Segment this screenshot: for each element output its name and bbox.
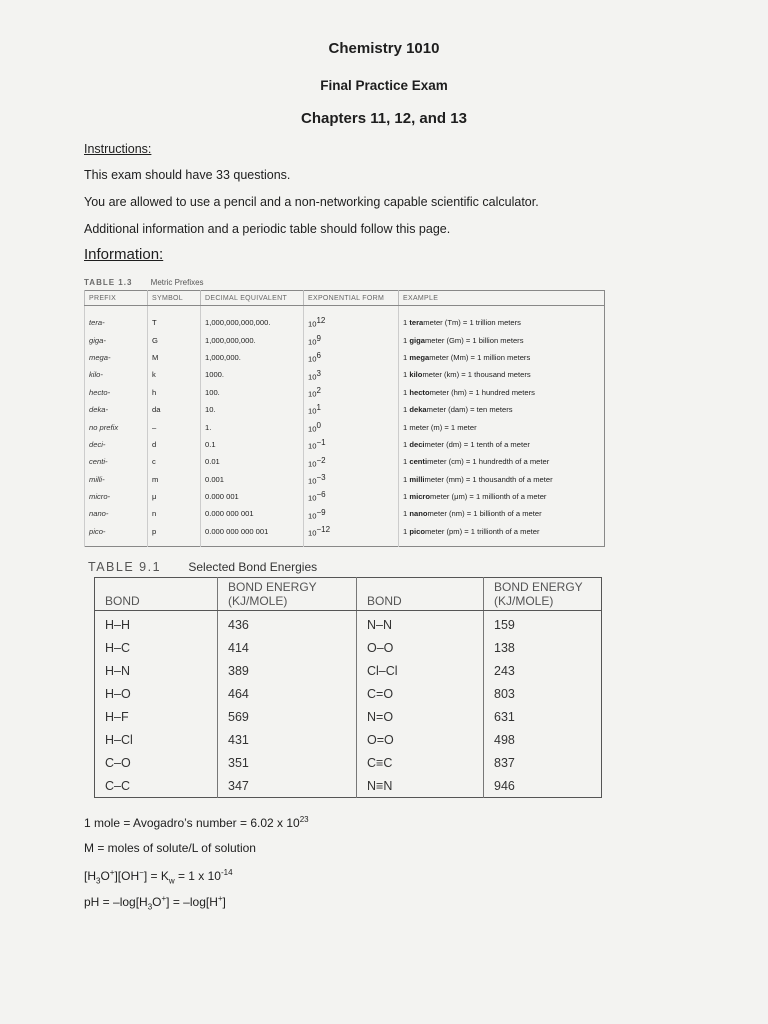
formula-text: O: [152, 895, 162, 909]
table-row: [95, 728, 602, 751]
bond-energy-cell: 347: [218, 774, 357, 798]
bond-energies-table: [94, 577, 602, 798]
prefix-cell: no prefix: [85, 418, 148, 435]
example-cell: [399, 488, 605, 505]
metric-prefixes-table: [84, 290, 605, 547]
symbol-cell: n: [148, 505, 201, 522]
water-ionization-formula: [84, 868, 233, 885]
exponent-value: −3: [316, 472, 326, 482]
formula-text: pH = –log[H: [84, 895, 148, 909]
bond-cell: C–C: [105, 778, 131, 793]
exponential-cell: [304, 306, 399, 332]
exponential-cell: [304, 523, 399, 547]
example-text: 1: [403, 370, 410, 380]
exponent-value: −2: [316, 455, 326, 465]
bond-energy-cell: 431: [218, 728, 357, 751]
example-text: 1: [403, 526, 410, 536]
formula-text: ] = K: [143, 869, 169, 883]
table-label: TABLE 9.1: [88, 560, 162, 574]
table-row: [95, 611, 602, 637]
symbol-cell: m: [148, 471, 201, 488]
column-header-line: (KJ/MOLE): [494, 594, 554, 608]
formula-text: ][OH: [114, 869, 140, 883]
bond-cell: C≡C: [357, 751, 484, 774]
exponent-base: 10: [308, 528, 317, 538]
example-prefix: nano: [409, 509, 428, 519]
bond-cell: H–C: [105, 640, 131, 655]
example-text: meter (Tm) = 1 trillion meters: [423, 318, 521, 328]
table-row: [85, 349, 605, 366]
column-header: DECIMAL EQUIVALENT: [201, 291, 304, 306]
table-row: [85, 453, 605, 470]
example-text: meter (μm) = 1 millionth of a meter: [430, 492, 547, 502]
document-title: Chemistry 1010: [328, 40, 440, 57]
symbol-cell: d: [148, 436, 201, 453]
prefix-cell: centi-: [85, 453, 148, 470]
exponent-base: 10: [308, 406, 317, 416]
column-header: BOND: [95, 578, 218, 611]
prefix-cell: mega-: [85, 349, 148, 366]
decimal-cell: 1,000,000.: [201, 349, 304, 366]
column-header: BOND: [357, 578, 484, 611]
table-row: [95, 751, 602, 774]
exponential-cell: [304, 505, 399, 522]
exponent-value: 0: [316, 420, 321, 430]
exponent-value: −1: [316, 438, 326, 448]
exponential-cell: [304, 418, 399, 435]
table-row: [95, 659, 602, 682]
prefix-cell: giga-: [85, 331, 148, 348]
example-text: 1: [403, 405, 410, 415]
decimal-cell: 1.: [201, 418, 304, 435]
symbol-cell: k: [148, 366, 201, 383]
prefix-cell: micro-: [85, 488, 148, 505]
example-text: meter (Gm) = 1 billion meters: [424, 335, 524, 345]
example-prefix: hecto: [409, 387, 430, 397]
symbol-cell: h: [148, 384, 201, 401]
bond-energy-cell: 138: [484, 636, 602, 659]
table-row: [95, 636, 602, 659]
column-header: SYMBOL: [148, 291, 201, 306]
decimal-cell: 0.000 001: [201, 488, 304, 505]
example-cell: [399, 418, 605, 435]
decimal-cell: 10.: [201, 401, 304, 418]
exponential-cell: [304, 401, 399, 418]
example-cell: [399, 331, 605, 348]
prefix-cell: kilo-: [85, 366, 148, 383]
bond-energy-cell: 159: [484, 611, 602, 637]
table-row: [95, 774, 602, 798]
example-prefix: deka: [409, 405, 427, 415]
bond-energy-cell: 436: [218, 611, 357, 637]
decimal-cell: 1000.: [201, 366, 304, 383]
table-row: [85, 418, 605, 435]
prefix-cell: tera-: [85, 306, 148, 332]
bond-cell: H–O: [105, 686, 131, 701]
example-text: meter (mm) = 1 thousandth of a meter: [424, 474, 553, 484]
table-row: [85, 366, 605, 383]
bond-cell: O–O: [357, 636, 484, 659]
document-subtitle: Final Practice Exam: [320, 78, 448, 93]
symbol-cell: da: [148, 401, 201, 418]
example-text: 1: [403, 492, 410, 502]
example-prefix: mega: [409, 352, 430, 362]
avogadro-formula: [84, 815, 309, 830]
example-cell: [399, 384, 605, 401]
example-cell: [399, 401, 605, 418]
exponent-value: 2: [316, 385, 321, 395]
bond-cell: N–N: [357, 611, 484, 637]
table-caption: Metric Prefixes: [150, 278, 204, 287]
exponential-cell: [304, 331, 399, 348]
instruction-line: Additional information and a periodic table should follow this page.: [84, 222, 451, 236]
table-row: [85, 401, 605, 418]
formula-subscript: 3: [96, 876, 101, 886]
example-prefix: tera: [409, 318, 424, 328]
symbol-cell: M: [148, 349, 201, 366]
exponent-value: 1: [316, 403, 321, 413]
prefix-cell: nano-: [85, 505, 148, 522]
column-header: EXPONENTIAL FORM: [304, 291, 399, 306]
table-header-row: [95, 578, 602, 611]
bond-cell: N≡N: [357, 774, 484, 798]
formula-text: ]: [222, 895, 226, 909]
table-row: [85, 306, 605, 332]
exponent-base: 10: [308, 511, 317, 521]
column-header: [218, 578, 357, 611]
example-text: 1: [403, 352, 410, 362]
example-cell: [399, 505, 605, 522]
information-heading: Information:: [84, 246, 164, 263]
bond-cell: N=O: [357, 705, 484, 728]
example-prefix: micro: [409, 492, 431, 502]
decimal-cell: 0.1: [201, 436, 304, 453]
example-cell: [399, 453, 605, 470]
bond-energy-cell: 414: [218, 636, 357, 659]
example-text: 1: [403, 474, 410, 484]
symbol-cell: p: [148, 523, 201, 547]
decimal-cell: 1,000,000,000,000.: [201, 306, 304, 332]
instruction-line: You are allowed to use a pencil and a non-networking capable scientific calculator.: [84, 195, 539, 209]
example-cell: [399, 471, 605, 488]
formula-exponent: 23: [299, 815, 309, 824]
exponent-base: 10: [308, 319, 317, 329]
symbol-cell: –: [148, 418, 201, 435]
example-cell: [399, 366, 605, 383]
example-text: meter (cm) = 1 hundredth of a meter: [427, 457, 550, 467]
bond-energy-cell: 498: [484, 728, 602, 751]
formula-text: 1 mole = Avogadro’s number = 6.02 x 10: [84, 816, 300, 830]
exponent-base: 10: [308, 389, 317, 399]
prefix-cell: hecto-: [85, 384, 148, 401]
column-header-line: (KJ/MOLE): [228, 594, 288, 608]
formula-text: ] = –log[H: [166, 895, 218, 909]
example-text: meter (dam) = ten meters: [426, 405, 513, 415]
example-text: 1: [403, 457, 410, 467]
formula-superscript: +: [109, 868, 115, 877]
example-text: 1: [403, 335, 410, 345]
table-header-row: [85, 291, 605, 306]
symbol-cell: μ: [148, 488, 201, 505]
example-cell: [399, 349, 605, 366]
formula-subscript: 3: [147, 902, 153, 912]
example-cell: [399, 523, 605, 547]
example-prefix: deci: [409, 439, 425, 449]
column-header-line: BOND ENERGY: [228, 580, 317, 594]
example-text: meter (Mm) = 1 million meters: [429, 352, 531, 362]
chapters-heading: Chapters 11, 12, and 13: [301, 110, 467, 127]
exponent-base: 10: [308, 459, 317, 469]
decimal-cell: 0.000 000 000 001: [201, 523, 304, 547]
symbol-cell: c: [148, 453, 201, 470]
bond-energy-cell: 243: [484, 659, 602, 682]
decimal-cell: 1,000,000,000.: [201, 331, 304, 348]
table-row: [85, 436, 605, 453]
bond-cell: C–O: [105, 755, 131, 770]
bond-energy-cell: 803: [484, 682, 602, 705]
bond-cell: Cl–Cl: [357, 659, 484, 682]
bond-cell: H–Cl: [105, 732, 133, 747]
bond-energy-cell: 389: [218, 659, 357, 682]
example-prefix: milli: [409, 474, 425, 484]
column-header: [484, 578, 602, 611]
example-text: meter (pm) = 1 trillionth of a meter: [424, 526, 540, 536]
symbol-cell: T: [148, 306, 201, 332]
formula-text: O: [100, 869, 110, 883]
example-text: 1 meter (m) = 1 meter: [403, 422, 477, 432]
bond-energy-cell: 837: [484, 751, 602, 774]
decimal-cell: 0.001: [201, 471, 304, 488]
prefix-cell: pico-: [85, 523, 148, 547]
table-row: [85, 471, 605, 488]
ph-formula: [84, 894, 226, 911]
exponent-base: 10: [308, 372, 317, 382]
instruction-line: This exam should have 33 questions.: [84, 168, 291, 182]
bond-energy-cell: 946: [484, 774, 602, 798]
exponential-cell: [304, 453, 399, 470]
example-text: 1: [403, 509, 410, 519]
bond-cell: H–F: [105, 709, 129, 724]
exponential-cell: [304, 488, 399, 505]
exponent-value: 6: [316, 351, 321, 361]
formula-text: = 1 x 10: [174, 869, 221, 883]
example-prefix: giga: [409, 335, 425, 345]
bond-cell: H–N: [105, 663, 131, 678]
example-cell: [399, 306, 605, 332]
example-cell: [399, 436, 605, 453]
exponent-value: −12: [316, 525, 331, 535]
column-header: EXAMPLE: [399, 291, 605, 306]
example-text: meter (hm) = 1 hundred meters: [429, 387, 535, 397]
exponential-cell: [304, 349, 399, 366]
exponent-value: 3: [316, 368, 321, 378]
prefix-cell: milli-: [85, 471, 148, 488]
table-row: [85, 384, 605, 401]
exponential-cell: [304, 366, 399, 383]
formula-superscript: -14: [220, 868, 233, 877]
exponent-base: 10: [308, 337, 317, 347]
formula-superscript: −: [139, 868, 144, 877]
example-text: 1: [403, 387, 410, 397]
exponent-value: 9: [316, 333, 321, 343]
exponent-base: 10: [308, 354, 317, 364]
exponent-value: −9: [316, 507, 326, 517]
bond-energy-cell: 351: [218, 751, 357, 774]
example-prefix: kilo: [409, 370, 423, 380]
example-text: 1: [403, 318, 410, 328]
bond-energy-cell: 569: [218, 705, 357, 728]
exponential-cell: [304, 384, 399, 401]
table-row: [85, 331, 605, 348]
prefix-cell: deka-: [85, 401, 148, 418]
molarity-formula: M = moles of solute/L of solution: [84, 841, 256, 855]
exponent-base: 10: [308, 476, 317, 486]
exponent-base: 10: [308, 424, 317, 434]
bond-cell: O=O: [357, 728, 484, 751]
column-header: PREFIX: [85, 291, 148, 306]
example-text: meter (km) = 1 thousand meters: [422, 370, 531, 380]
exponent-base: 10: [308, 493, 317, 503]
instructions-heading: Instructions:: [84, 142, 152, 156]
decimal-cell: 0.000 000 001: [201, 505, 304, 522]
bond-energy-cell: 464: [218, 682, 357, 705]
table-row: [85, 505, 605, 522]
example-prefix: centi: [409, 457, 428, 467]
formula-text: [H: [84, 869, 96, 883]
formula-superscript: +: [161, 894, 167, 903]
formula-subscript: w: [168, 876, 175, 886]
example-text: 1: [403, 439, 410, 449]
prefix-cell: deci-: [85, 436, 148, 453]
table-caption: Selected Bond Energies: [188, 560, 318, 574]
example-text: meter (nm) = 1 billionth of a meter: [427, 509, 542, 519]
bond-energy-cell: 631: [484, 705, 602, 728]
example-prefix: pico: [409, 526, 425, 536]
decimal-cell: 100.: [201, 384, 304, 401]
bond-cell: C=O: [357, 682, 484, 705]
formula-superscript: +: [217, 894, 223, 903]
table-label: TABLE 1.3: [84, 278, 133, 287]
table-1-3-caption: [84, 278, 204, 287]
table-row: [95, 705, 602, 728]
table-9-1-caption: [88, 560, 317, 574]
column-header-line: BOND ENERGY: [494, 580, 583, 594]
example-text: meter (dm) = 1 tenth of a meter: [424, 439, 530, 449]
exponent-base: 10: [308, 441, 317, 451]
table-row: [85, 488, 605, 505]
decimal-cell: 0.01: [201, 453, 304, 470]
exponent-value: −6: [316, 490, 326, 500]
bond-cell: H–H: [105, 617, 131, 632]
table-row: [95, 682, 602, 705]
exponential-cell: [304, 436, 399, 453]
exponent-value: 12: [316, 316, 326, 326]
symbol-cell: G: [148, 331, 201, 348]
exponential-cell: [304, 471, 399, 488]
table-row: [85, 523, 605, 547]
